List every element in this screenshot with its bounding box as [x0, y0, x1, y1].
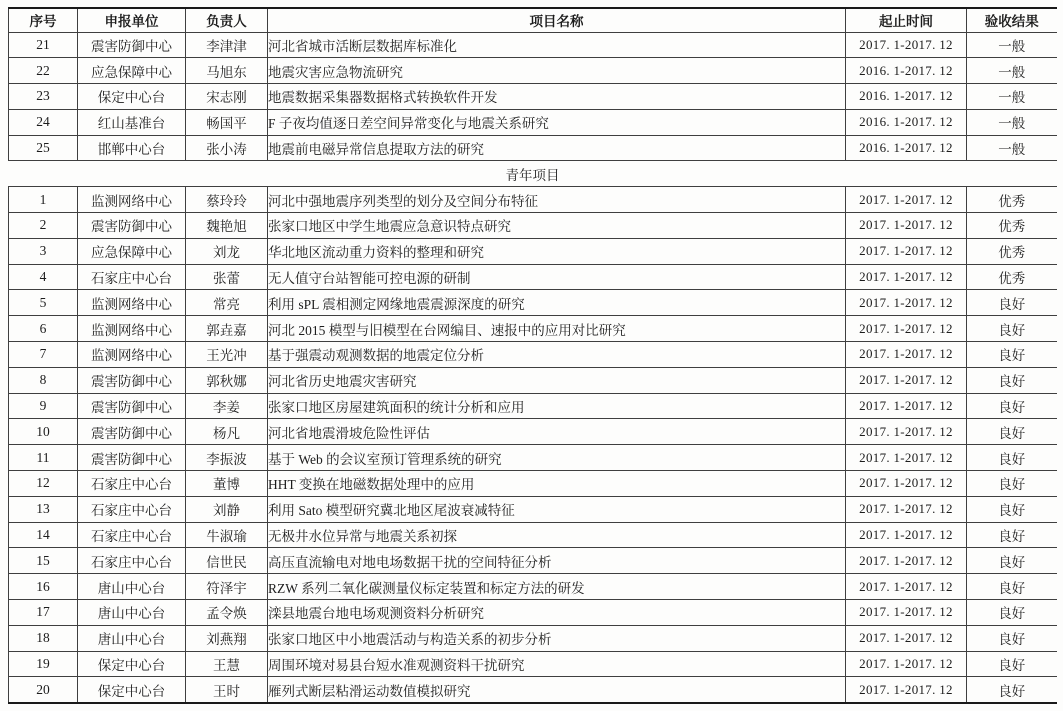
cell-leader: 符泽宇 — [186, 574, 268, 600]
cell-result: 良好 — [967, 522, 1057, 548]
cell-seq: 4 — [9, 264, 78, 290]
cell-result: 良好 — [967, 316, 1057, 342]
table-row — [9, 574, 1057, 600]
cell-period: 2017. 1-2017. 12 — [846, 367, 967, 393]
cell-period: 2017. 1-2017. 12 — [846, 548, 967, 574]
cell-period: 2017. 1-2017. 12 — [846, 471, 967, 497]
cell-unit: 石家庄中心台 — [78, 496, 186, 522]
table-row — [9, 316, 1057, 342]
cell-result: 良好 — [967, 445, 1057, 471]
cell-unit: 唐山中心台 — [78, 625, 186, 651]
cell-period: 2017. 1-2017. 12 — [846, 290, 967, 316]
cell-seq: 12 — [9, 471, 78, 497]
cell-project: 基于 Web 的会议室预订管理系统的研究 — [268, 445, 846, 471]
cell-project: 河北省地震滑坡危险性评估 — [268, 419, 846, 445]
cell-unit: 唐山中心台 — [78, 574, 186, 600]
cell-leader: 孟令焕 — [186, 600, 268, 626]
cell-leader: 李津津 — [186, 32, 268, 58]
cell-project: 张家口地区房屋建筑面积的统计分析和应用 — [268, 393, 846, 419]
cell-leader: 张小涛 — [186, 135, 268, 161]
cell-unit: 监测网络中心 — [78, 290, 186, 316]
cell-unit: 震害防御中心 — [78, 367, 186, 393]
table-row — [9, 58, 1057, 84]
cell-result: 良好 — [967, 471, 1057, 497]
cell-period: 2017. 1-2017. 12 — [846, 677, 967, 703]
cell-project: 无极井水位异常与地震关系初探 — [268, 522, 846, 548]
cell-project: 地震灾害应急物流研究 — [268, 58, 846, 84]
cell-unit: 应急保障中心 — [78, 238, 186, 264]
cell-project: 河北省历史地震灾害研究 — [268, 367, 846, 393]
table-header — [9, 8, 1057, 32]
cell-leader: 宋志刚 — [186, 84, 268, 110]
cell-unit: 石家庄中心台 — [78, 471, 186, 497]
cell-unit: 震害防御中心 — [78, 445, 186, 471]
cell-seq: 21 — [9, 32, 78, 58]
cell-project: 河北省城市活断层数据库标准化 — [268, 32, 846, 58]
cell-project: 河北 2015 模型与旧模型在台网编目、速报中的应用对比研究 — [268, 316, 846, 342]
cell-seq: 23 — [9, 84, 78, 110]
table-row — [9, 342, 1057, 368]
cell-unit: 石家庄中心台 — [78, 548, 186, 574]
cell-result: 良好 — [967, 367, 1057, 393]
cell-unit: 邯郸中心台 — [78, 135, 186, 161]
cell-result: 一般 — [967, 58, 1057, 84]
table-row — [9, 187, 1057, 213]
table-row — [9, 290, 1057, 316]
table-row — [9, 445, 1057, 471]
cell-project: 周围环境对易县台短水准观测资料干扰研究 — [268, 651, 846, 677]
cell-result: 一般 — [967, 109, 1057, 135]
cell-result: 一般 — [967, 135, 1057, 161]
cell-unit: 震害防御中心 — [78, 213, 186, 239]
cell-period: 2016. 1-2017. 12 — [846, 135, 967, 161]
table-row — [9, 109, 1057, 135]
cell-seq: 13 — [9, 496, 78, 522]
cell-seq: 24 — [9, 109, 78, 135]
section-title: 青年项目 — [9, 161, 1057, 187]
cell-unit: 震害防御中心 — [78, 393, 186, 419]
table-row — [9, 419, 1057, 445]
cell-result: 优秀 — [967, 264, 1057, 290]
cell-project: 利用 Sato 模型研究冀北地区尾波衰减特征 — [268, 496, 846, 522]
cell-unit: 震害防御中心 — [78, 32, 186, 58]
cell-seq: 16 — [9, 574, 78, 600]
cell-project: 河北中强地震序列类型的划分及空间分布特征 — [268, 187, 846, 213]
cell-period: 2017. 1-2017. 12 — [846, 625, 967, 651]
cell-project: 华北地区流动重力资料的整理和研究 — [268, 238, 846, 264]
cell-seq: 22 — [9, 58, 78, 84]
cell-period: 2017. 1-2017. 12 — [846, 393, 967, 419]
cell-project: 张家口地区中小地震活动与构造关系的初步分析 — [268, 625, 846, 651]
cell-seq: 1 — [9, 187, 78, 213]
table-row — [9, 367, 1057, 393]
cell-result: 良好 — [967, 574, 1057, 600]
cell-leader: 郭秋娜 — [186, 367, 268, 393]
cell-project: 利用 sPL 震相测定网缘地震震源深度的研究 — [268, 290, 846, 316]
cell-leader: 牛淑瑜 — [186, 522, 268, 548]
cell-project: HHT 变换在地磁数据处理中的应用 — [268, 471, 846, 497]
cell-leader: 郭垚嘉 — [186, 316, 268, 342]
cell-project: RZW 系列二氧化碳测量仪标定装置和标定方法的研发 — [268, 574, 846, 600]
cell-period: 2017. 1-2017. 12 — [846, 445, 967, 471]
cell-project: 地震数据采集器数据格式转换软件开发 — [268, 84, 846, 110]
cell-result: 优秀 — [967, 187, 1057, 213]
cell-period: 2017. 1-2017. 12 — [846, 522, 967, 548]
cell-period: 2017. 1-2017. 12 — [846, 342, 967, 368]
cell-project: 高压直流输电对地电场数据干扰的空间特征分析 — [268, 548, 846, 574]
table-row — [9, 625, 1057, 651]
table-row — [9, 238, 1057, 264]
cell-seq: 3 — [9, 238, 78, 264]
column-header-unit: 申报单位 — [78, 8, 186, 32]
cell-period: 2016. 1-2017. 12 — [846, 58, 967, 84]
cell-seq: 10 — [9, 419, 78, 445]
cell-unit: 监测网络中心 — [78, 316, 186, 342]
cell-leader: 常亮 — [186, 290, 268, 316]
cell-leader: 刘龙 — [186, 238, 268, 264]
cell-seq: 17 — [9, 600, 78, 626]
table-row — [9, 84, 1057, 110]
cell-leader: 马旭东 — [186, 58, 268, 84]
cell-leader: 董博 — [186, 471, 268, 497]
table-row — [9, 32, 1057, 58]
cell-unit: 保定中心台 — [78, 84, 186, 110]
cell-project: 地震前电磁异常信息提取方法的研究 — [268, 135, 846, 161]
table-row — [9, 651, 1057, 677]
cell-result: 良好 — [967, 600, 1057, 626]
column-header-period: 起止时间 — [846, 8, 967, 32]
cell-unit: 保定中心台 — [78, 677, 186, 703]
cell-leader: 王光冲 — [186, 342, 268, 368]
cell-unit: 监测网络中心 — [78, 187, 186, 213]
cell-result: 良好 — [967, 419, 1057, 445]
cell-period: 2017. 1-2017. 12 — [846, 238, 967, 264]
cell-result: 优秀 — [967, 213, 1057, 239]
cell-seq: 7 — [9, 342, 78, 368]
cell-period: 2017. 1-2017. 12 — [846, 32, 967, 58]
cell-seq: 18 — [9, 625, 78, 651]
cell-unit: 红山基准台 — [78, 109, 186, 135]
cell-period: 2017. 1-2017. 12 — [846, 316, 967, 342]
cell-period: 2016. 1-2017. 12 — [846, 84, 967, 110]
cell-period: 2017. 1-2017. 12 — [846, 496, 967, 522]
cell-result: 一般 — [967, 32, 1057, 58]
cell-period: 2017. 1-2017. 12 — [846, 213, 967, 239]
cell-seq: 5 — [9, 290, 78, 316]
cell-seq: 19 — [9, 651, 78, 677]
cell-seq: 2 — [9, 213, 78, 239]
cell-result: 优秀 — [967, 238, 1057, 264]
cell-leader: 刘燕翔 — [186, 625, 268, 651]
cell-leader: 杨凡 — [186, 419, 268, 445]
cell-project: 张家口地区中学生地震应急意识特点研究 — [268, 213, 846, 239]
cell-result: 良好 — [967, 393, 1057, 419]
cell-period: 2017. 1-2017. 12 — [846, 574, 967, 600]
cell-project: 雁列式断层粘滑运动数值模拟研究 — [268, 677, 846, 703]
cell-leader: 蔡玲玲 — [186, 187, 268, 213]
cell-project: 无人值守台站智能可控电源的研制 — [268, 264, 846, 290]
cell-seq: 25 — [9, 135, 78, 161]
cell-leader: 王慧 — [186, 651, 268, 677]
projects-table — [8, 7, 1057, 704]
table-row — [9, 548, 1057, 574]
cell-result: 良好 — [967, 496, 1057, 522]
cell-period: 2017. 1-2017. 12 — [846, 419, 967, 445]
cell-leader: 张蕾 — [186, 264, 268, 290]
cell-period: 2016. 1-2017. 12 — [846, 109, 967, 135]
cell-unit: 唐山中心台 — [78, 600, 186, 626]
cell-unit: 石家庄中心台 — [78, 522, 186, 548]
cell-result: 良好 — [967, 342, 1057, 368]
cell-leader: 刘静 — [186, 496, 268, 522]
cell-unit: 监测网络中心 — [78, 342, 186, 368]
cell-result: 良好 — [967, 677, 1057, 703]
cell-period: 2017. 1-2017. 12 — [846, 600, 967, 626]
cell-leader: 李振波 — [186, 445, 268, 471]
table-body — [9, 32, 1057, 703]
cell-unit: 石家庄中心台 — [78, 264, 186, 290]
cell-seq: 6 — [9, 316, 78, 342]
cell-project: F 子夜均值逐日差空间异常变化与地震关系研究 — [268, 109, 846, 135]
cell-period: 2017. 1-2017. 12 — [846, 264, 967, 290]
table-row — [9, 135, 1057, 161]
table-row — [9, 496, 1057, 522]
table-row — [9, 264, 1057, 290]
cell-project: 滦县地震台地电场观测资料分析研究 — [268, 600, 846, 626]
cell-seq: 15 — [9, 548, 78, 574]
table-row — [9, 471, 1057, 497]
cell-period: 2017. 1-2017. 12 — [846, 187, 967, 213]
cell-seq: 8 — [9, 367, 78, 393]
cell-unit: 应急保障中心 — [78, 58, 186, 84]
cell-result: 良好 — [967, 651, 1057, 677]
cell-leader: 畅国平 — [186, 109, 268, 135]
table-row — [9, 600, 1057, 626]
cell-period: 2017. 1-2017. 12 — [846, 651, 967, 677]
cell-project: 基于强震动观测数据的地震定位分析 — [268, 342, 846, 368]
cell-leader: 魏艳旭 — [186, 213, 268, 239]
cell-seq: 14 — [9, 522, 78, 548]
cell-result: 良好 — [967, 625, 1057, 651]
cell-unit: 保定中心台 — [78, 651, 186, 677]
cell-result: 良好 — [967, 548, 1057, 574]
table-row — [9, 213, 1057, 239]
cell-leader: 信世民 — [186, 548, 268, 574]
table-row — [9, 522, 1057, 548]
cell-seq: 11 — [9, 445, 78, 471]
column-header-seq: 序号 — [9, 8, 78, 32]
cell-unit: 震害防御中心 — [78, 419, 186, 445]
cell-seq: 20 — [9, 677, 78, 703]
column-header-project: 项目名称 — [268, 8, 846, 32]
column-header-result: 验收结果 — [967, 8, 1057, 32]
cell-leader: 李姜 — [186, 393, 268, 419]
table-row — [9, 393, 1057, 419]
table-row — [9, 677, 1057, 703]
header-row — [9, 8, 1057, 32]
cell-seq: 9 — [9, 393, 78, 419]
column-header-leader: 负责人 — [186, 8, 268, 32]
section-row — [9, 161, 1057, 187]
cell-leader: 王时 — [186, 677, 268, 703]
cell-result: 一般 — [967, 84, 1057, 110]
cell-result: 良好 — [967, 290, 1057, 316]
